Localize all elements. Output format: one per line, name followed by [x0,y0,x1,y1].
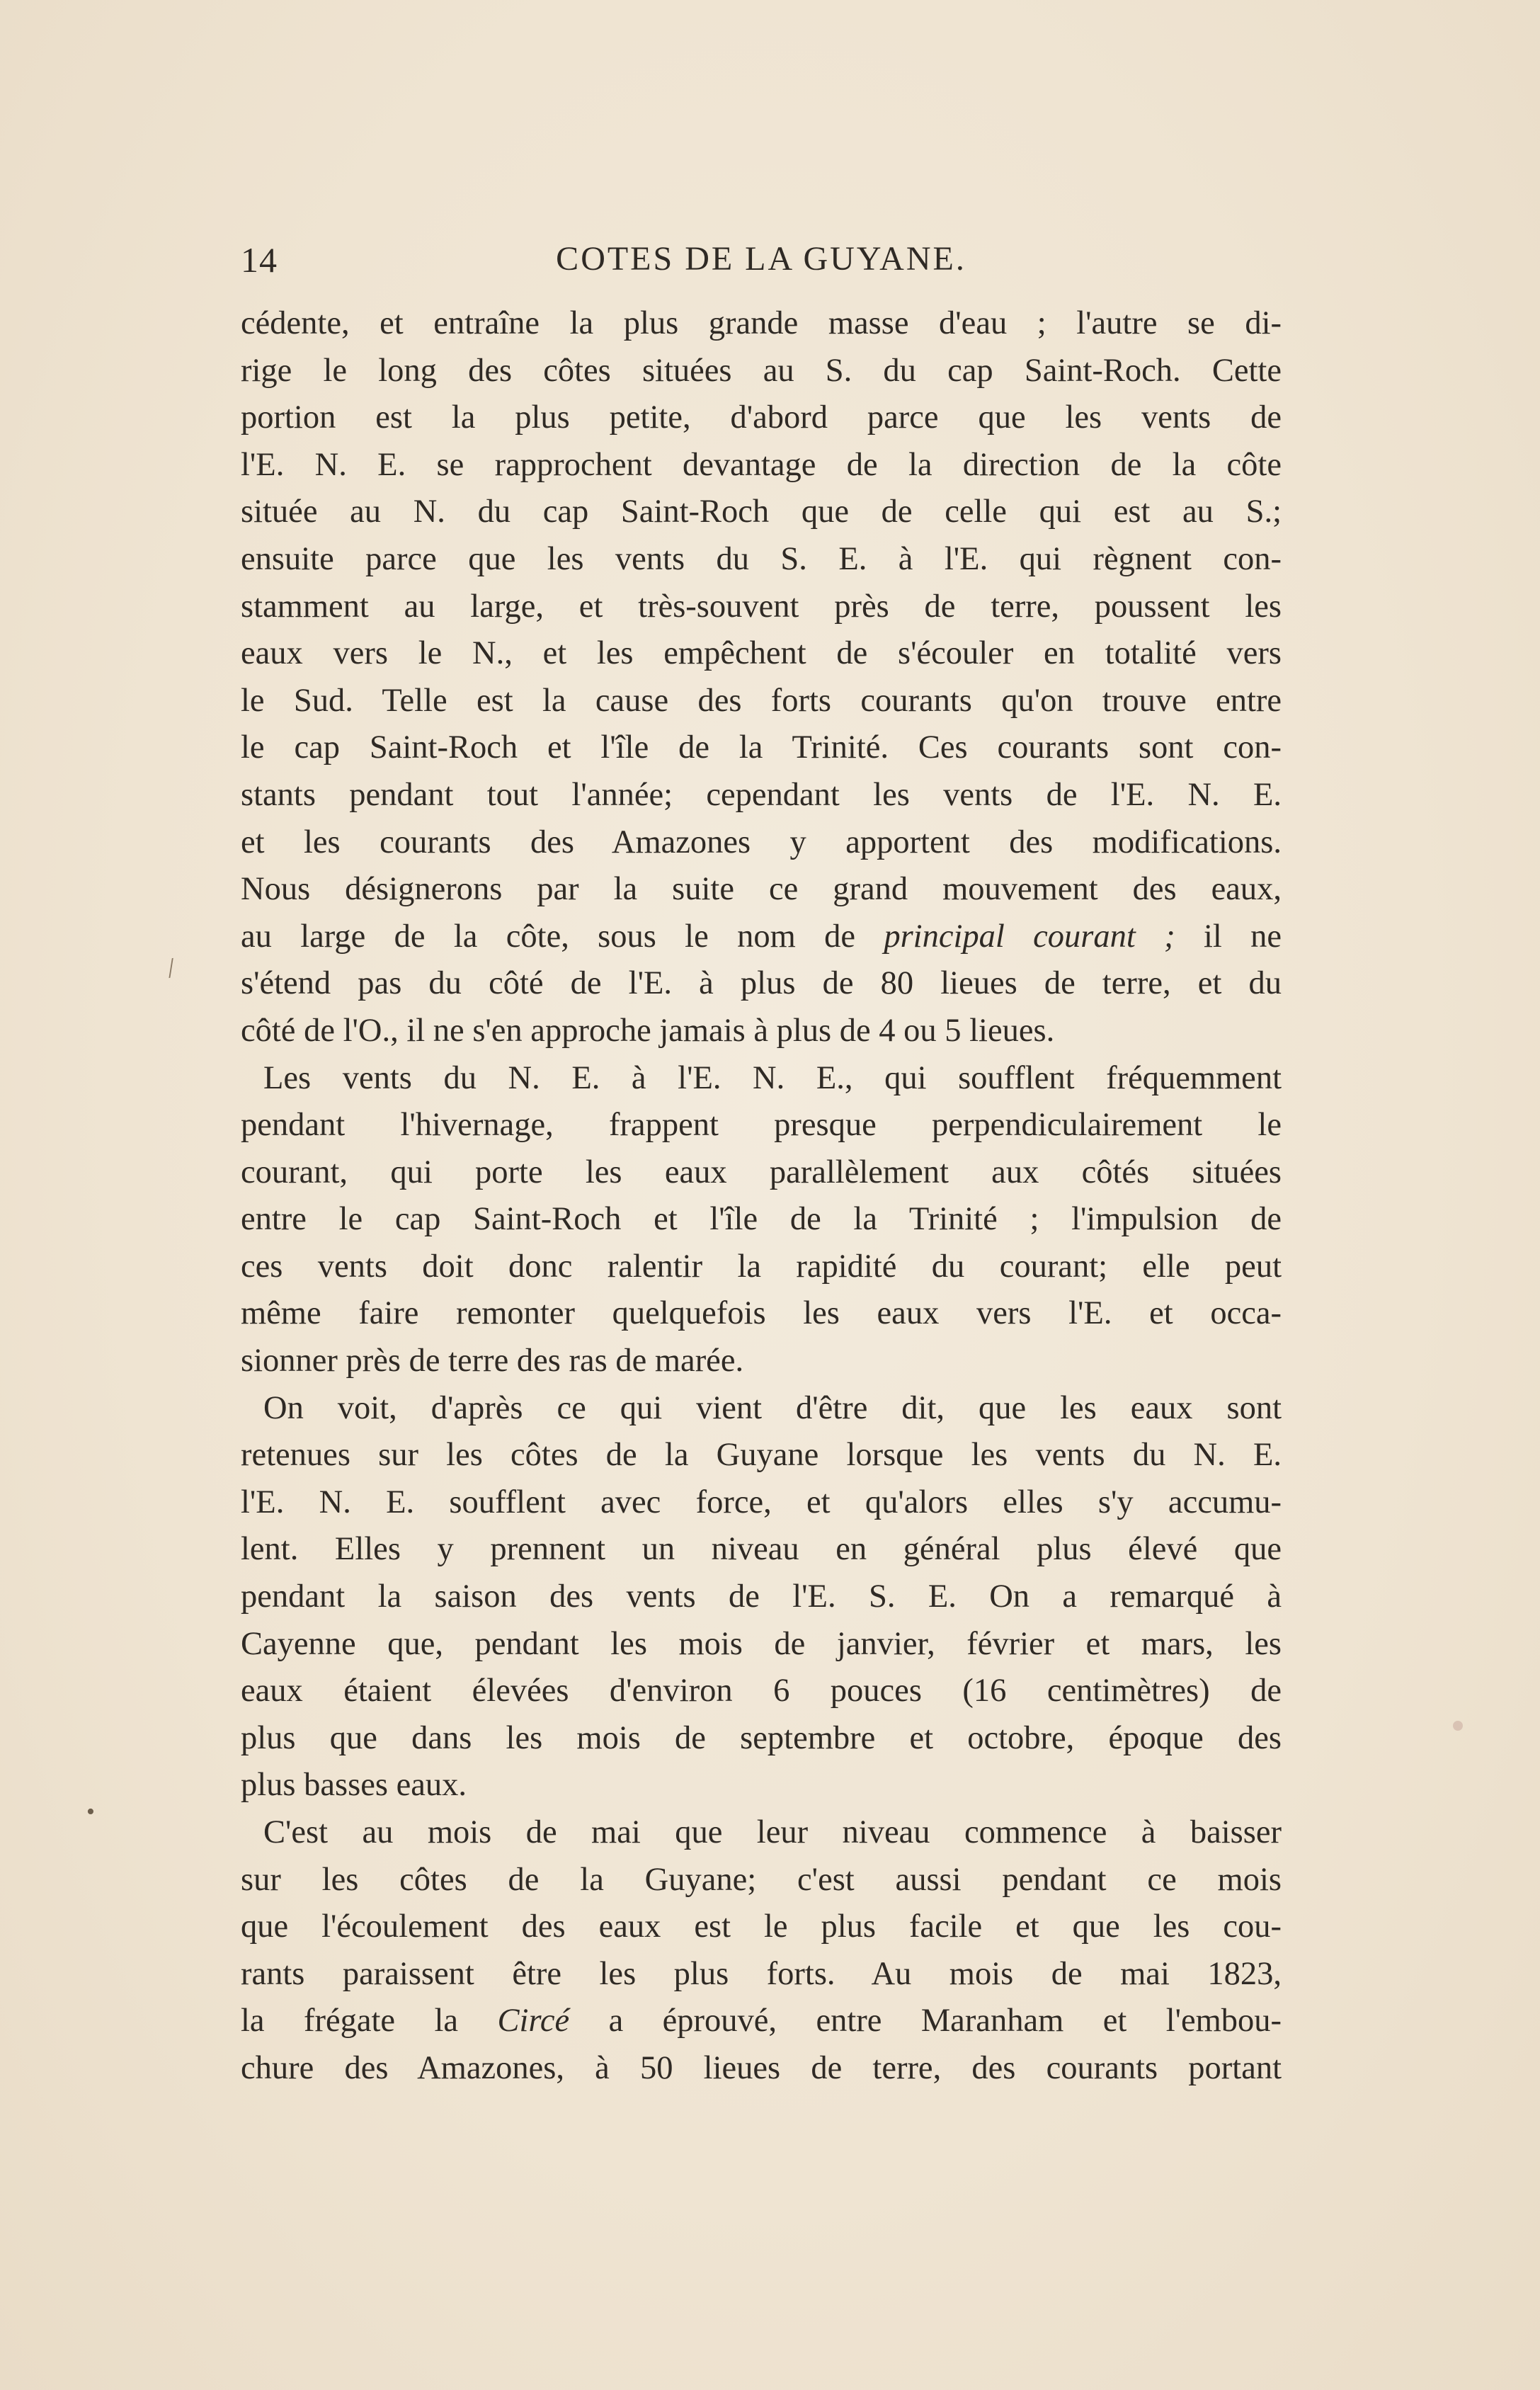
margin-dot-icon: • [86,1799,95,1825]
text-line-with-italic [241,1998,1282,2045]
paragraph-start: Les vents du N. E. à l'E. N. E., qui soufflent fréquemment [263,1059,1282,1096]
text-line-with-italic [241,914,1282,961]
italic-ship-name: Circé [497,2003,570,2039]
page-header [241,239,1282,289]
text-line: l'E. N. E. se rapprochent devantage de la direction de la côte [241,446,1282,483]
text-line: eaux vers le N., et les empêchent de s'écouler en totalité vers [241,635,1282,672]
text-line: l'E. N. E. soufflent avec force, et qu'alors elles s'y accumu- [241,1484,1282,1520]
text-line: pendant la saison des vents de l'E. S. E. On a remarqué à [241,1578,1282,1615]
text-line: stants pendant tout l'année; cependant les vents de l'E. N. E. [241,776,1282,813]
text-line: ensuite parce que les vents du S. E. à l'E. qui règnent con- [241,540,1282,577]
text-line: même faire remonter quelquefois les eaux vers l'E. et occa- [241,1295,1282,1332]
paragraph-start: C'est au mois de mai que leur niveau commence à baisser [263,1814,1282,1850]
running-head: COTES DE LA GUYANE. [556,240,966,278]
text-line: que l'écoulement des eaux est le plus facile et que les cou- [241,1908,1282,1945]
text-line: s'étend pas du côté de l'E. à plus de 80 lieues de terre, et du [241,965,1282,1002]
margin-pencil-mark-icon: / [164,951,178,984]
text-line: pendant l'hivernage, frappent presque perpendiculairement le [241,1107,1282,1144]
text-line: le Sud. Telle est la cause des forts courants qu'on trouve entre [241,682,1282,719]
text-line: plus que dans les mois de septembre et octobre, époque des [241,1719,1282,1756]
text-line: rants paraissent être les plus forts. Au mois de mai 1823, [241,1955,1282,1992]
text-segment: au large de la côte, sous le nom de [241,918,855,955]
text-line: plus basses eaux. [241,1767,467,1804]
text-line: située au N. du cap Saint-Roch que de celle qui est au S.; [241,494,1282,530]
page-number: 14 [241,240,278,280]
italic-term: principal courant ; [884,918,1175,955]
text-line: sionner près de terre des ras de marée. [241,1343,744,1379]
text-line: chure des Amazones, à 50 lieues de terre, des courants portant [241,2049,1282,2086]
paper-stain-icon [1453,1721,1463,1731]
text-line: portion est la plus petite, d'abord parce que les vents de [241,399,1282,436]
text-line: cédente, et entraîne la plus grande masse d'eau ; l'autre se di- [241,305,1282,341]
text-line: le cap Saint-Roch et l'île de la Trinité. Ces courants sont con- [241,729,1282,766]
text-line: rige le long des côtes situées au S. du cap Saint-Roch. Cette [241,352,1282,389]
text-segment: la frégate la [241,2003,459,2039]
text-line: stamment au large, et très-souvent près de terre, poussent les [241,588,1282,625]
text-line: retenues sur les côtes de la Guyane lorsque les vents du N. E. [241,1437,1282,1474]
text-line: ces vents doit donc ralentir la rapidité du courant; elle peut [241,1248,1282,1285]
text-line: Cayenne que, pendant les mois de janvier, février et mars, les [241,1625,1282,1662]
text-line: entre le cap Saint-Roch et l'île de la Trinité ; l'impulsion de [241,1201,1282,1238]
text-line: Nous désignerons par la suite ce grand mouvement des eaux, [241,871,1282,908]
body-text [241,300,1282,2093]
text-line: lent. Elles y prennent un niveau en général plus élevé que [241,1531,1282,1568]
text-line: sur les côtes de la Guyane; c'est aussi pendant ce mois [241,1861,1282,1898]
text-segment: il ne [1203,918,1282,955]
paragraph-start: On voit, d'après ce qui vient d'être dit, que les eaux sont [263,1389,1282,1426]
text-segment: a éprouvé, entre Maranham et l'embou- [608,2003,1282,2039]
text-line: eaux étaient élevées d'environ 6 pouces (16 centimètres) de [241,1673,1282,1709]
text-line: côté de l'O., il ne s'en approche jamais à plus de 4 ou 5 lieues. [241,1012,1055,1049]
text-line: courant, qui porte les eaux parallèlement aux côtés situées [241,1154,1282,1190]
text-line: et les courants des Amazones y apportent des modifications. [241,824,1282,860]
